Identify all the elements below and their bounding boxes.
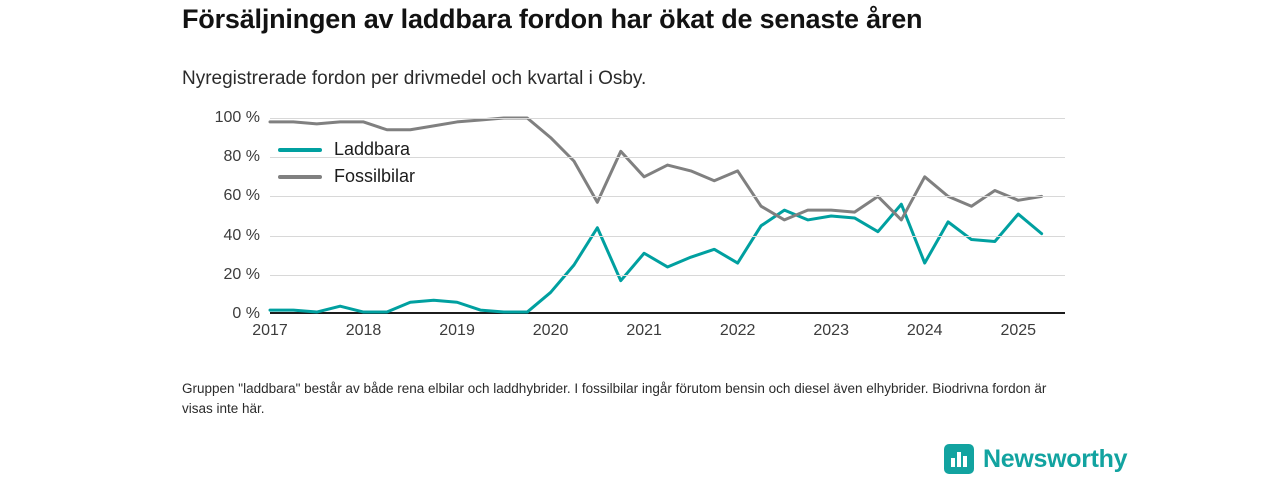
legend-swatch-laddbara [278, 148, 322, 152]
x-axis-tick-label: 2021 [626, 322, 662, 339]
legend-item-laddbara [278, 136, 415, 163]
chart-subtitle: Nyregistrerade fordon per drivmedel och kvartal i Osby. [182, 68, 647, 89]
y-axis-tick-label: 100 % [214, 109, 260, 126]
chart-container [182, 108, 1082, 338]
legend-item-fossilbilar [278, 163, 415, 190]
chart-footnote: Gruppen "laddbara" består av både rena elbilar och laddhybrider. I fossilbilar ingår förutom bensin och diesel även elhybrider. Biodrivna fordon är visas inte här. [182, 381, 1047, 416]
brand-logo [944, 444, 1127, 474]
x-axis-tick-label: 2017 [252, 322, 288, 339]
x-axis-tick-label: 2020 [532, 322, 569, 339]
gridline [270, 236, 1065, 237]
legend-label-fossilbilar: Fossilbilar [334, 166, 416, 186]
y-axis-tick-label: 20 % [223, 265, 260, 283]
brand-name: Newsworthy [983, 444, 1128, 473]
chart-legend [278, 136, 415, 190]
x-axis-tick-label: 2024 [906, 322, 943, 339]
y-axis-tick-label: 40 % [223, 226, 260, 244]
x-axis-tick-label: 2025 [1000, 322, 1037, 339]
bar-chart-icon [944, 444, 974, 474]
x-axis-tick-label: 2019 [439, 322, 475, 339]
legend-label-laddbara: Laddbara [334, 139, 411, 159]
gridline [270, 196, 1065, 197]
x-axis-tick-label: 2018 [345, 322, 382, 339]
gridline [270, 118, 1065, 119]
y-axis-tick-label: 0 % [232, 305, 260, 322]
y-axis-tick-label: 80 % [223, 148, 260, 166]
page-title: Försäljningen av laddbara fordon har ökat de senaste åren [182, 4, 923, 34]
x-axis-tick-label: 2022 [719, 322, 756, 339]
legend-swatch-fossilbilar [278, 175, 322, 179]
x-axis-tick-label: 2023 [813, 322, 849, 339]
gridline [270, 275, 1065, 276]
y-axis-tick-label: 60 % [223, 187, 260, 205]
line-series-laddbara [270, 204, 1042, 312]
